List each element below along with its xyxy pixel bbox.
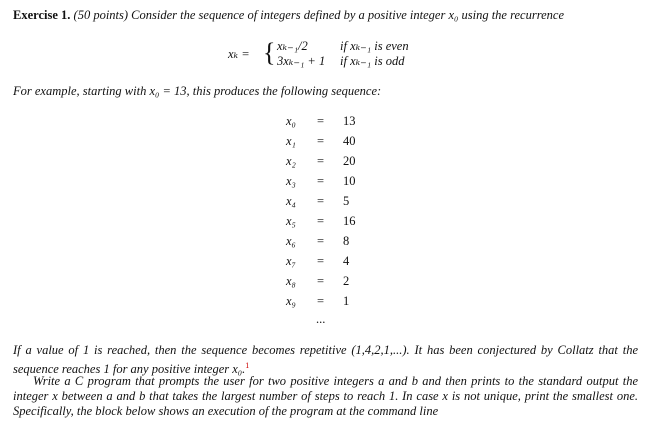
sequence-value: 4	[343, 254, 350, 268]
footnote-mark: 1	[245, 361, 250, 370]
sequence-value: 10	[343, 174, 356, 188]
sequence-row	[270, 174, 390, 194]
sequence-equals: =	[317, 154, 325, 168]
sequence-value: 2	[343, 274, 350, 288]
formula-case1-cond: if xₖ₋₁ is even	[340, 39, 409, 53]
sequence-variable: x₉	[286, 294, 296, 308]
sequence-equals: =	[317, 214, 325, 228]
sequence-row	[270, 294, 390, 314]
formula-brace: {	[263, 38, 276, 67]
sequence-value: 13	[343, 114, 356, 128]
paragraph-task: Write a C program that prompts the user for two positive integers a and b and then prints to the standard output the integer x between a and b that takes the largest number of steps to reach 1. In case x is not unique, print the smallest one. Specifically, the block below shows an execution of the program at the command line	[13, 374, 638, 418]
sequence-variable: x₃	[286, 174, 296, 188]
sequence-equals: =	[317, 234, 325, 248]
sequence-value: 1	[343, 294, 350, 308]
sequence-equals: =	[317, 114, 325, 128]
sequence-equals: =	[317, 174, 325, 188]
sequence-equals: =	[317, 274, 325, 288]
example-intro: For example, starting with x₀ = 13, this produces the following sequence:	[13, 84, 382, 98]
sequence-equals: =	[317, 134, 325, 148]
sequence-value: 20	[343, 154, 356, 168]
sequence-variable: x₁	[286, 134, 296, 148]
sequence-row	[270, 134, 390, 154]
sequence-ellipsis: ...	[316, 312, 326, 326]
sequence-variable: x₅	[286, 214, 296, 228]
sequence-variable: x₇	[286, 254, 296, 268]
sequence-row	[270, 154, 390, 174]
sequence-value: 8	[343, 234, 350, 248]
exercise-label: Exercise 1.	[13, 8, 71, 22]
sequence-variable: x₈	[286, 274, 296, 288]
sequence-row	[270, 114, 390, 134]
exercise-points: (50 points)	[73, 8, 129, 22]
sequence-variable: x₆	[286, 234, 296, 248]
sequence-value: 5	[343, 194, 350, 208]
sequence-variable: x₀	[286, 114, 296, 128]
paragraph-collatz	[13, 343, 638, 377]
exercise-heading	[13, 8, 564, 23]
sequence-value: 40	[343, 134, 356, 148]
sequence-value: 16	[343, 214, 356, 228]
paragraph-collatz-text: If a value of 1 is reached, then the sequence becomes repetitive (1,4,2,1,...). It has been conjectured by Collatz that the sequence reaches 1 for any positive integer x₀.	[13, 343, 638, 376]
sequence-row	[270, 254, 390, 274]
formula-lhs: xₖ =	[228, 47, 250, 61]
sequence-row	[270, 274, 390, 294]
sequence-row	[270, 214, 390, 234]
sequence-equals: =	[317, 294, 325, 308]
sequence-equals: =	[317, 254, 325, 268]
sequence-variable: x₄	[286, 194, 296, 208]
sequence-equals: =	[317, 194, 325, 208]
exercise-intro: Consider the sequence of integers defined by a positive integer x₀ using the recurrence	[131, 8, 564, 22]
sequence-variable: x₂	[286, 154, 296, 168]
sequence-row	[270, 194, 390, 214]
formula-case2-expr: 3xₖ₋₁ + 1	[277, 54, 326, 68]
sequence-row	[270, 234, 390, 254]
formula-case2-cond: if xₖ₋₁ is odd	[340, 54, 405, 68]
formula-case1-expr: xₖ₋₁/2	[277, 39, 308, 53]
